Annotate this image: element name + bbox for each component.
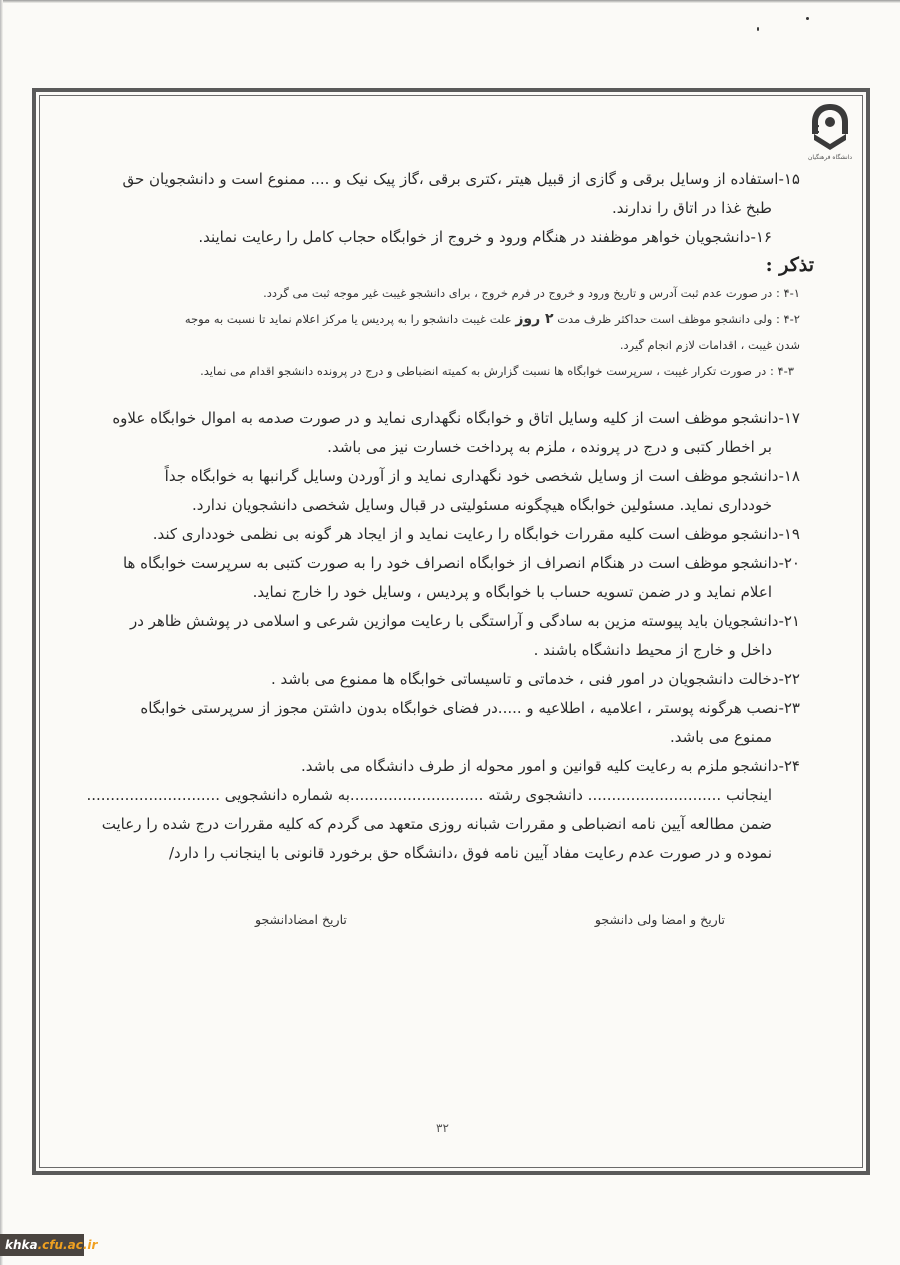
site-watermark	[0, 1234, 98, 1256]
note-4-2-continued: شدن غیبت ، اقدامات لازم انجام گیرد.	[619, 338, 800, 352]
note-4-2	[100, 306, 800, 332]
rule-22	[100, 665, 800, 694]
rule-text: ۲۲-دخالت دانشجویان در امور فنی ، خدماتی و تاسیساتی خوابگاه ها ممنوع می باشد .	[271, 670, 800, 688]
document-body	[86, 165, 814, 868]
rule-21	[100, 607, 800, 665]
signature-row	[255, 912, 725, 927]
rule-19	[100, 520, 800, 549]
rule-17	[100, 404, 800, 462]
pledge-text: ضمن مطالعه آیین نامه انضباطی و مقررات شبانه روزی متعهد می گردم که کلیه مقررات درج شده را رعایت	[101, 815, 772, 833]
spacer	[100, 384, 800, 404]
rule-text: ۱۶-دانشجویان خواهر موظفند در هنگام ورود و خروج از خوابگاه حجاب کامل را رعایت نمایند.	[198, 228, 772, 246]
rule-text-continued: خودداری نماید. مسئولین خوابگاه هیچگونه مسئولیتی در قبال وسایل شخصی دانشجویان ندارد.	[192, 496, 772, 514]
rule-16	[100, 223, 800, 252]
page-number: ۳۲	[436, 1121, 449, 1135]
rule-text-continued: طبخ غذا در اتاق را ندارند.	[611, 199, 772, 217]
rule-text: ۲۴-دانشجو ملزم به رعایت کلیه قوانین و امور محوله از طرف دانشگاه می باشد.	[301, 757, 800, 775]
pledge-fill-line: اینجانب ............................ دانشجوی رشته ............................به شماره دانشجویی ............................	[86, 786, 772, 804]
note-4-3: ۴-۳ : در صورت تکرار غیبت ، سرپرست خوابگاه ها نسبت گزارش به کمیته انضباطی و درج در پرونده دانشجو اقدام می نماید.	[200, 364, 794, 378]
scan-speck	[806, 17, 809, 20]
note-text: ۴-۲ : ولی دانشجو موظف است حداکثر ظرف مدت	[553, 312, 800, 326]
note-bold-duration: ۲ روز	[515, 311, 554, 327]
student-signature-label: تاریخ امضادانشجو	[255, 912, 347, 927]
rule-24	[100, 752, 800, 781]
rule-18	[100, 462, 800, 520]
rule-text: ۱۹-دانشجو موظف است کلیه مقررات خوابگاه را رعایت نماید و از ایجاد هر گونه بی نظمی خودداری کند.	[152, 525, 800, 543]
rule-text-continued: ممنوع می باشد.	[670, 728, 772, 746]
watermark-suffix: .cfu.ac.ir	[37, 1238, 98, 1252]
rule-text: ۱۵-استفاده از وسایل برقی و گازی از قبیل هیتر ،کتری برقی ،گاز پیک نیک و .... ممنوع است و دانشجویان حق	[122, 170, 800, 188]
watermark-prefix: khka	[5, 1238, 38, 1252]
scan-edge	[0, 0, 900, 3]
rule-text-continued: داخل و خارج از محیط دانشگاه باشند .	[533, 641, 772, 659]
rule-text: ۲۳-نصب هرگونه پوستر ، اعلامیه ، اطلاعیه و .....در فضای خوابگاه بدون داشتن مجوز از سرپرستی خوابگاه	[140, 699, 800, 717]
rule-20	[100, 549, 800, 607]
university-emblem-icon	[806, 100, 854, 162]
notes-list	[100, 280, 800, 384]
rule-text-continued: اعلام نماید و در ضمن تسویه حساب با خوابگاه و پردیس ، وسایل خود را خارج نماید.	[252, 583, 772, 601]
pledge-text-continued: نموده و در صورت عدم رعایت مفاد آیین نامه فوق ،دانشگاه حق برخورد قانونی با اینجانب را دارد/	[168, 844, 772, 862]
rule-23	[100, 694, 800, 752]
svg-text:دانشگاه فرهنگیان: دانشگاه فرهنگیان	[807, 154, 853, 161]
guardian-signature-label: تاریخ و امضا ولی دانشجو	[594, 912, 725, 927]
notes-heading: تذکر :	[765, 254, 814, 276]
note-text: علت غیبت دانشجو را به پردیس یا مرکز اعلام نماید تا نسبت به موجه	[184, 312, 516, 326]
rule-15	[100, 165, 800, 223]
rule-text-continued: بر اخطار کتبی و درج در پرونده ، ملزم به پرداخت خسارت نیز می باشد.	[327, 438, 772, 456]
scan-speck	[757, 27, 759, 31]
rule-text: ۲۱-دانشجویان باید پیوسته مزین به سادگی و آراستگی با رعایت موازین شرعی و اسلامی در پوشش ظاهر در	[130, 612, 800, 630]
university-logo	[806, 100, 854, 162]
pledge-section	[86, 781, 800, 868]
rule-text: ۱۷-دانشجو موظف است از کلیه وسایل اتاق و خوابگاه نگهداری نماید و در صورت صدمه به اموال خوابگاه علاوه	[112, 409, 800, 427]
rule-text: ۲۰-دانشجو موظف است در هنگام انصراف از خوابگاه انصراف خود را به صورت کتبی به سرپرست خوابگاه ها	[122, 554, 800, 572]
rule-text: ۱۸-دانشجو موظف است از وسایل شخصی خود نگهداری نماید و از آوردن وسایل گرانبها به خوابگاه جداً	[164, 467, 800, 485]
note-4-1: ۴-۱ : در صورت عدم ثبت آدرس و تاریخ ورود و خروج در فرم خروج ، برای دانشجو غیبت غیر موجه ثبت می گردد.	[263, 286, 800, 300]
scan-edge	[0, 0, 3, 1265]
